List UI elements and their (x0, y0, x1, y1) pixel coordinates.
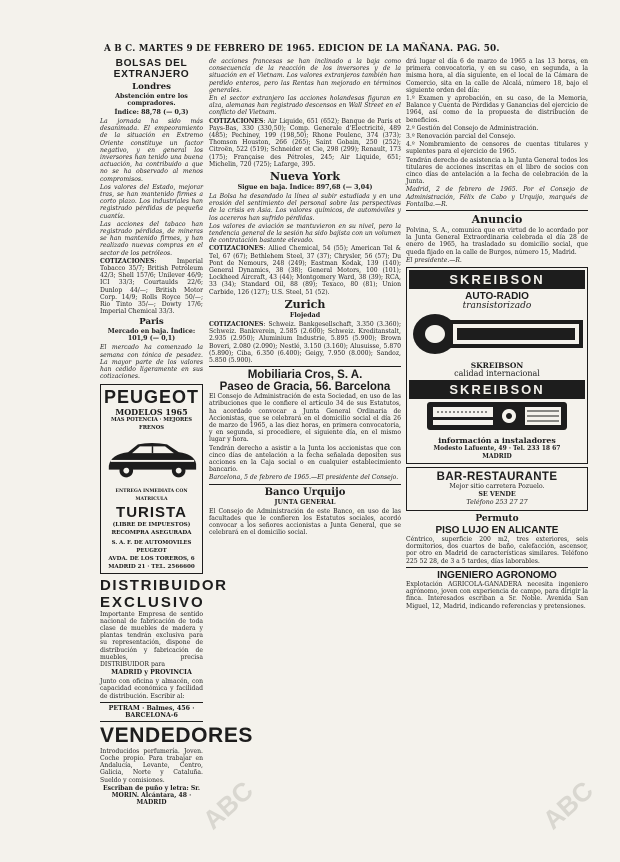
london-heading: Londres (132, 82, 171, 92)
column-3 (406, 58, 588, 858)
transistor-label: transistorizado (462, 301, 532, 312)
ingeniero-title: INGENIERO AGRONOMO (437, 569, 557, 581)
paris-continued: de acciones francesas se han inclinado a la baja como consecuencia de la reacción de los inversores y de la situación en el Vietnam. Los valores extranjeros también han perdido enteros, pero las Rentas han mejorado en términos generales. (209, 58, 401, 94)
paris-subheading: Mercado en baja. Índice: 101,9 (— 0,1) (107, 328, 196, 343)
permuto-heading: Permuto (475, 514, 519, 525)
ingeniero-text: Explotación AGRICOLA-GANADERA necesita ingeniero agrónomo, joven con experiencia de campo, para dirigir la finca. Interesados escriban a Sr. Noble. Avenida San Miguel, 12, Madrid, indicando referencias y pretensiones. (406, 580, 588, 610)
anuncio-text: Polvina, S. A., comunica que en virtud de lo acordado por la Junta General Extraordinaria celebrada el día 28 de enero de 1965, ha trasladado su domicilio social, que queda fijado en la calle de Burgos, número 15, Madrid. (406, 227, 588, 256)
urquijo-continued: drá lugar el día 6 de marzo de 1965 a las 13 horas, en primera convocatoria, y en su caso, en segunda, a la misma hora, al día siguiente, en el local de la Cámara de Comercio, sita en la calle de Alcalá, número 18, bajo el siguiente orden del día: (406, 58, 588, 94)
autoradio-label: AUTO-RADIO (465, 291, 529, 303)
divider (100, 702, 203, 703)
installer-info: información a instaladores (438, 436, 556, 446)
peugeot-ad (100, 384, 203, 574)
newyork-text: La Bolsa ha desandado la línea al subir estudiada y en una erosión del sentimiento del personal sobre las perspectivas de la crisis en Asia. Los valores químicos, de automóviles y los acereros han sufrido pérdidas. (209, 193, 401, 222)
bar-phone: Teléfono 253 27 27 (466, 499, 528, 507)
zurich-subheading: Flojedad (289, 311, 321, 319)
turista-sub-2: RECOMPRA ASEGURADA (111, 529, 192, 536)
urquijo-item-2: 2.º Gestión del Consejo de Administración. (406, 124, 539, 132)
saf-city: MADRID 21 · TEL. 2566600 (108, 563, 195, 570)
london-quotes: Imperial Tobacco 35/7; British Petroleum 42/3; Shell 157/6; Unilever 46/9; ICI 33/3; Courtaulds 22/6; Dunlop 44/—; British Motor Corp. 14/9; Rolls Royce 50/—; Rio Tinto 35/—; Dowty 17/6; Imperial Chemical 33/3. (100, 257, 203, 316)
zurich-quotes: Schweiz. Bankgesellschaft, 3.350 (3.360); Schweiz. Bankverein, 2.585 (2.600); Schweiz. Kreditanstalt, 2.935 (2.950); Aluminium Industrie, 5.895 (5.900); Brown Boveri, 2.080 (2.090); Nestlé, 3.150 (3.160); Alusuisse, 5.870 (5.890); Ciba, 6.350 (6.400); Geigy, 7.950 (8.000); Sandoz, 5.850 (5.900). (209, 320, 401, 364)
piso-title: PISO LUJO EN ALICANTE (435, 525, 559, 537)
skreibson-logo-graphic (409, 310, 585, 358)
bar-title: BAR-RESTAURANTE (436, 471, 558, 484)
london-text: La jornada ha sido más desanimada. El empeoramiento de la situación en Extremo Oriente constituye un factor negativo, y en general los inversores han tenido una buena actuación, ha contribuido a que no se ha observado al menos compromisos. (100, 118, 203, 183)
mobiliaria-signature: Barcelona, 5 de febrero de 1965.—El presidente del Consejo. (209, 474, 399, 482)
bar-sell: SE VENDE (478, 491, 516, 499)
car-illustration (103, 432, 200, 484)
vendedores-contact: Escriban de puño y letra: Sr. MORIN. Alcántara, 48 · MADRID (102, 784, 200, 807)
urquijo-signature: Madrid, 2 de febrero de 1965. Por el Consejo de Administración, Félix de Cabo y Urquijo, marqués de Fontalba.—R. (406, 186, 588, 208)
urquijo-text: El Consejo de Administración de este Banco, en uso de las facultades que le confieren los Estatutos sociales, acordó convocar a los señores accionistas a Junta General, que se celebrará en el domicilio social. (209, 507, 401, 537)
bar-text: Mejor sitio carretera Pozuelo. (449, 483, 545, 491)
divider (209, 484, 401, 485)
paris-quotes-title: COTIZACIONES (209, 117, 264, 125)
column-2: de acciones francesas se han inclinado a la baja como consecuencia de la reacción de los inversores y de la situación en el Vietnam. Los valores extranjeros también han perdido enteros, pero las Rentas han mejorado en términos generales. En el sector extranjero las acciones holandesas figuran en alza, alemanas han registrado descensos en Wall Street en el conflicto del Vietnam. COTIZACIONES: Air Liquide, 651 (652); Banque de Paris et Pays-Bas, 330 (330,50); Comp. Generale d'Electricité, 489 (485); Pechiney, 199 (198,50); Rhone Poulenc, 374 (373); Thomson Houston, 266 (265); Saint Gobain, 250 (252); Citroën, 522 (519); Schneider et Cie, 298 (299); Renault, 173 (175); Française des Pétroles, 245; Air Liquide, 651; Michelin, 720 (725); Lafarge, 395. Nueva York Sigue en baja. Índice: 897,68 (— 3,04) La Bolsa ha desandado la línea al subir estudiada y en una erosión del sentimiento del personal sobre las perspectivas de la crisis en Asia. Los valores químicos, de automóviles y los acereros han sufrido pérdidas. Los valores de aviación se mantuvieron en su nivel, pero la tendencia general de la sesión ha sido bajista con un volumen de contratación bastante elevado. COTIZACIONES: Allied Chemical, 54 (55); American Tel & Tel, 67 (67); Bethlehem Steel, 37 (37); Chrysler, 56 (57); Du Pont de Nemours, 248 (249); Eastman Kodak, 139 (140); General Dynamics, 38 (38); General Motors, 100 (101); Lockheed Aircraft, 43 (44); Montgomery Ward, 38 (39); RCA, 33 (34); Standard Oil, 88 (89); Texaco, 80 (81); Union Carbide, 126 (127); U.S. Steel, 51 (52). Zurich Flojedad COTIZACIONES: Schweiz. Bankgesellschaft, 3.350 (3.360); Schweiz. Bankverein, 2.585 (2.600); Schweiz. Kreditanstalt, 2.935 (2.950); Aluminium Industrie, 5.895 (5.900); Brown Boveri, 2.080 (2.090); Nestlé, 3.150 (3.160); Alusuisse, 5.870 (5.890); Ciba, 6.350 (6.400); Geigy, 7.950 (8.000); Sandoz, 5.850 (5.900). Mobiliaria Cros, S. A. Paseo de Gracia, 56. Barcelona El Consejo de Administración de esta Sociedad, en uso de las atribuciones que le confiere el artículo 34 de sus Estatutos, ha acordado convocar a Junta General Ordinaria de Accionistas, que se celebrará en el domicilio social el día 26 de marzo de 1965, a las diez horas, en primera convocatoria, y en segunda, si procediere, el siguiente día, en el mismo lugar y hora. Tendrán derecho a asistir a la Junta los accionistas que con cinco días de antelación a la fecha señalada depositen sus acciones en la Caja social o en cualquier establecimiento bancario. Barcelona, 5 de febrero de 1965.—El presidente del Consejo. Banco Urquijo JUNTA GENERAL El Consejo de Administración de este Banco, en uso de las facultades que le confieren los Estatutos sociales, acordó convocar a los señores accionistas a Junta General, que se celebrará en el domicilio social. (209, 58, 401, 537)
peugeot-tagline: MAS POTENCIA · MEJORES FRENOS (111, 416, 192, 431)
urquijo-item-4: 4.º Nombramiento de censores de cuentas titulares y suplentes para el ejercicio de 1965. (406, 141, 588, 156)
piso-text: Céntrico, superficie 200 m2, tres exteriores, seis dormitorios, dos cuartos de baño, calefacción, ascensor, por otro en Madrid de características similares. Teléfono 225 52 28, de 3 a 5 tardes, días laborables. (406, 536, 588, 565)
bar-restaurante-ad (406, 467, 588, 511)
divider (406, 210, 588, 211)
anuncio-signature: El presidente.—R. (406, 256, 462, 264)
urquijo-heading: Banco Urquijo (264, 486, 346, 498)
installer-address: Modesto Lafuente, 49 · Tel. 233 18 67 (433, 445, 561, 453)
urquijo-text-2: Tendrán derecho de asistencia a la Junta General todos los titulares de acciones inscritas en el libro de socios con cinco días de antelación a la fecha de celebración de la Junta. (406, 156, 588, 186)
saf-address: AVDA. DE LOS TOREROS, 6 (108, 555, 195, 562)
london-quotes-title: COTIZACIONES (100, 257, 155, 265)
divider (100, 721, 203, 722)
newyork-quotes-title: COTIZACIONES (209, 245, 264, 253)
newyork-subheading: Sigue en baja. Índice: 897,68 (— 3,04) (237, 184, 373, 192)
turista-pretext: ENTREGA INMEDIATA CON MATRICULA (115, 488, 188, 502)
distributor-contact: PETRAM · Balmes, 456 · BARCELONA-6 (108, 704, 195, 719)
mobiliaria-text-2: Tendrán derecho a asistir a la Junta los accionistas que con cinco días de antelación a la fecha señalada depositen sus acciones en la Caja social o en cualquier establecimiento bancario. (209, 444, 401, 474)
page-header: A B C. MARTES 9 DE FEBRERO DE 1965. EDICION DE LA MAÑANA. PAG. 50. (104, 44, 500, 54)
london-text-2: Los valores del Estado, mejorar tras, se han mantenido firmes a corto plazo. Los industriales han registrado pérdidas de pequeña cuantía. (100, 183, 203, 220)
column-1: BOLSAS DEL EXTRANJERO Londres Abstención entre los compradores. Índice: 88,78 (— 0,3) La jornada ha sido más desanimada. El empeoramiento de la situación en Extremo Oriente constituye un factor negativo, y en general los inversores han tenido una buena actuación, ha contribuido a que no se ha observado al menos compromisos. Los valores del Estado, mejorar tras, se han mantenido firmes a corto plazo. Los industriales han registrado pérdidas de pequeña cuantía. Las acciones del tabaco han registrado pérdidas, de mineras se han mantenido firmes, y han realizado nuevas compras en el sector de los petróleos. COTIZACIONES: Imperial Tobacco 35/7; British Petroleum 42/3; Shell 157/6; Unilever 46/9; ICI 33/3; Courtaulds 22/6; Dunlop 44/—; British Motor Corp. 14/9; Rolls Royce 50/—; Rio Tinto 35/—; Dowty 17/6; Imperial Chemical 33/3. Paris Mercado en baja. Índice: 101,9 (— 0,1) El mercado ha comenzado la semana con tónica de pesadez. La mayor parte de los valores han cedido ligeramente en sus cotizaciones. PEUGEOT MODELOS 1965 MAS POTENCIA · MEJORES FRENOS ENTREGA INMEDIATA CON MATRICULA TURISTA (LIBRE DE IMPUESTOS) RECOMPRA ASEGURADA S. A. F. DE AUTOMOVILES PEUGEOT AVDA. DE LOS TOREROS, 6 MADRID 21 · TEL. 2566600 DISTRIBUIDOR EXCLUSIVO Importante Empresa de sentido nacional de fabricación de toda clase de muebles de madera y plantas tendrán exclusiva para su representación, dispone de distribución y fabricación de muebles, precisa DISTRIBUIDOR para MADRID y PROVINCIA Junto con oficina y almacén, con capacidad económica y facilidad de distribución. Escribir al: PETRAM · Balmes, 456 · BARCELONA-6 VENDEDORES Introducidos perfumería. Joven. Coche propio. Para trabajar en Andalucía, Levante, Centro, Galicia, Norte y Cataluña. Sueldo y comisiones. Escriban de puño y letra: Sr. MORIN. Alcántara, 48 · MADRID (100, 58, 254, 807)
zurich-heading: Zurich (284, 297, 326, 311)
distributor-region: MADRID y PROVINCIA (111, 669, 192, 677)
london-subheading: Abstención entre los compradores. (115, 93, 188, 107)
skreibson-banner-2: SKREIBSON (409, 380, 585, 399)
calidad-label: calidad internacional (454, 369, 540, 379)
skreibson-brand-2: SKREIBSON (470, 361, 524, 371)
distributor-title: DISTRIBUIDOR (100, 576, 228, 594)
mobiliaria-text: El Consejo de Administración de esta Sociedad, en uso de las atribuciones que le confiere el artículo 34 de sus Estatutos, ha acordado convocar a Junta General Ordinaria de Accionistas, que se celebrará en el domicilio social el día 26 de marzo de 1965, a las diez horas, en primera convocatoria, y en segunda, si procediere, el siguiente día, en el mismo lugar y hora. (209, 393, 401, 444)
radio-illustration (409, 399, 585, 433)
newyork-quotes: Allied Chemical, 54 (55); American Tel & Tel, 67 (67); Bethlehem Steel, 37 (37); Chrysler, 56 (57); Du Pont de Nemours, 248 (249); Eastman Kodak, 139 (140); General Dynamics, 38 (38); General Motors, 100 (101); Lockheed Aircraft, 43 (44); Montgomery Ward, 38 (39); RCA, 33 (34); Standard Oil, 88 (89); Texaco, 80 (81); Union Carbide, 126 (127); U.S. Steel, 51 (52). (209, 245, 401, 296)
distributor-text: Importante Empresa de sentido nacional de fabricación de toda clase de muebles de madera y plantas tendrán exclusiva para su representación, dispone de distribución y fabricación de muebles, precisa DISTRIBUIDOR para (100, 610, 203, 668)
urquijo-item-3: 3.º Renovación parcial del Consejo. (406, 133, 516, 141)
london-index: Índice: 88,78 (— 0,3) (114, 109, 189, 116)
newyork-text-2: Los valores de aviación se mantuvieron en su nivel, pero la tendencia general de la sesión ha sido bajista con un volumen de contratación bastante elevado. (209, 222, 401, 245)
paris-quotes: Air Liquide, 651 (652); Banque de Paris et Pays-Bas, 330 (330,50); Comp. Generale d'Electricité, 489 (485); Pechiney, 199 (198,50); Rhone Poulenc, 374 (373); Thomson Houston, 266 (265); Saint Gobain, 250 (252); Citroën, 522 (519); Schneider et Cie, 298 (299); Renault, 173 (175); Française des Pétroles, 245; Air Liquide, 651; Michelin, 720 (725); Lafarge, 395. (209, 117, 401, 168)
divider (406, 567, 588, 568)
newyork-heading: Nueva York (269, 170, 341, 184)
distributor-text-2: Junto con oficina y almacén, con capacidad económica y facilidad de distribución. Escribir al: (100, 678, 203, 700)
peugeot-brand: PEUGEOT (103, 386, 199, 407)
mobiliaria-title: Mobiliaria Cros, S. A. (247, 369, 363, 382)
london-text-3: Las acciones del tabaco han registrado pérdidas, de mineras se han mantenido firmes, y han realizado nuevas compras en el sector de los petróleos. (100, 220, 203, 257)
turista-sub: (LIBRE DE IMPUESTOS) (112, 521, 191, 528)
peugeot-models: MODELOS 1965 (115, 406, 188, 417)
distributor-title-2: EXCLUSIVO (100, 593, 205, 611)
paris-text: El mercado ha comenzado la semana con tónica de pesadez. La mayor parte de los valores han cedido ligeramente en sus cotizaciones. (100, 344, 203, 381)
watermark-logo: ABC (196, 775, 259, 836)
paris-heading: Paris (139, 317, 164, 328)
installer-city: MADRID (482, 453, 512, 461)
paris-continued-2: En el sector extranjero las acciones holandesas figuran en alza, alemanas han registrado descensos en Wall Street en el conflicto del Vietnam. (209, 95, 401, 117)
vendedores-title: VENDEDORES (100, 723, 254, 747)
skreibson-banner: SKREIBSON (409, 270, 585, 289)
anuncio-heading: Anuncio (471, 213, 523, 227)
saf-name: S. A. F. DE AUTOMOVILES PEUGEOT (111, 539, 192, 554)
turista-title: TURISTA (116, 503, 187, 521)
skreibson-ad (406, 267, 588, 464)
mobiliaria-address: Paseo de Gracia, 56. Barcelona (219, 381, 391, 394)
watermark-logo: ABC (536, 775, 599, 836)
urquijo-item-1: 1.º Examen y aprobación, en su caso, de la Memoria, Balance y Cuenta de Pérdidas y Ganancias del ejercicio de 1964, así como de la propuesta de distribución de beneficios. (406, 95, 588, 124)
urquijo-subheading: JUNTA GENERAL (274, 498, 336, 506)
zurich-quotes-title: COTIZACIONES (209, 320, 264, 328)
divider (209, 366, 401, 367)
section-title: BOLSAS DEL EXTRANJERO (113, 58, 190, 80)
vendedores-text: Introducidos perfumería. Joven. Coche propio. Para trabajar en Andalucía, Levante, Centro, Galicia, Norte y Cataluña. Sueldo y comisiones. (100, 747, 203, 784)
